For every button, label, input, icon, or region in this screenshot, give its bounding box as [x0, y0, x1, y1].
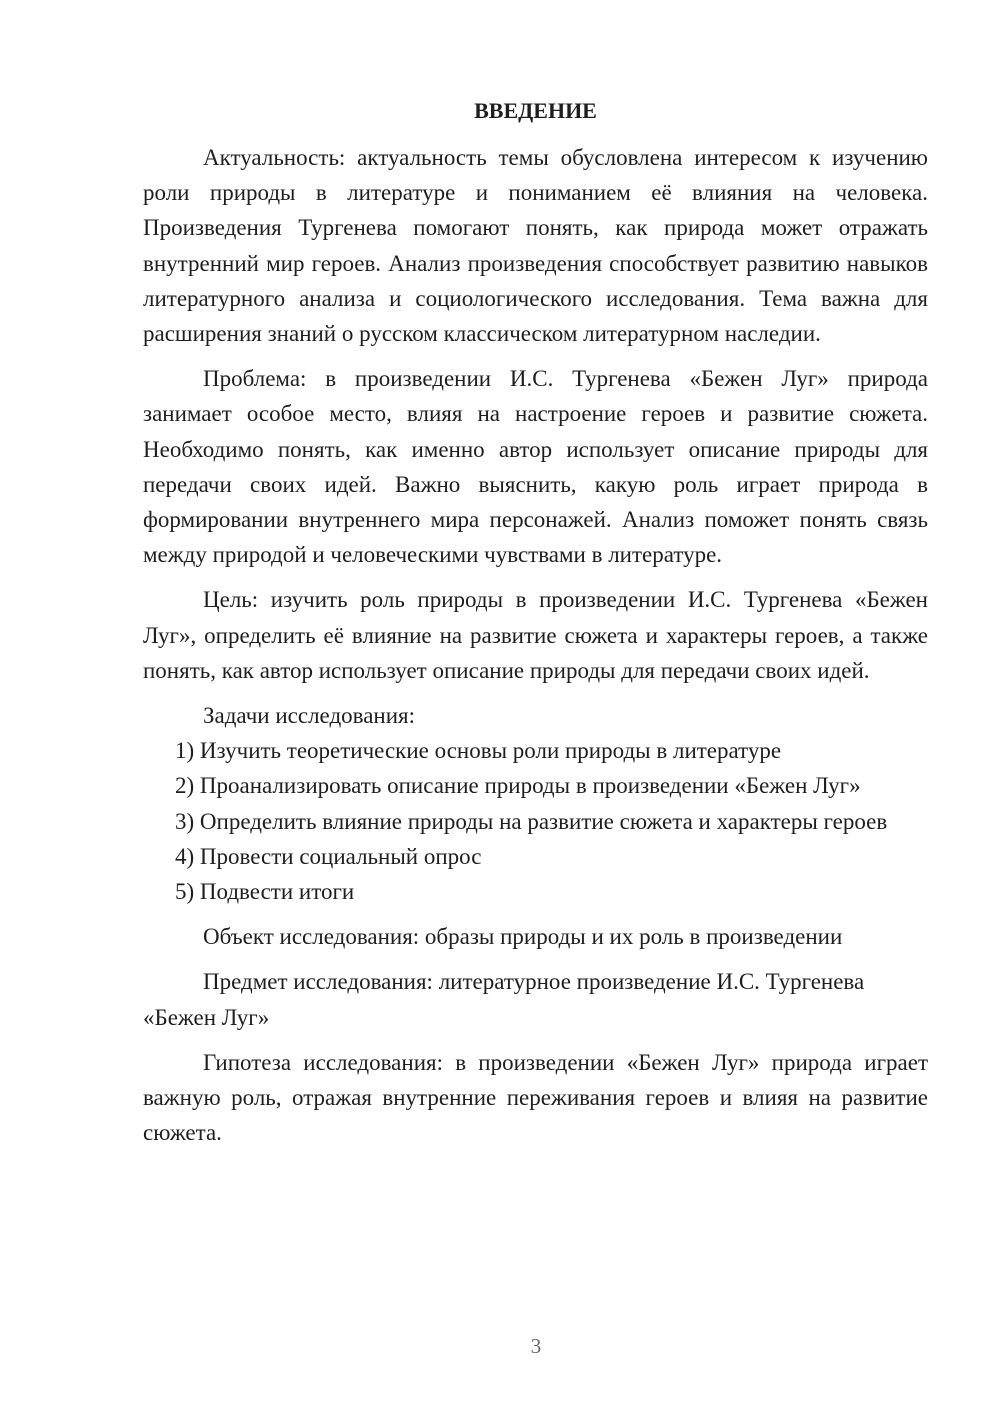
page-title: ВВЕДЕНИЕ [474, 98, 597, 123]
task-item-3: 3) Определить влияние природы на развитие сюжета и характеры героев [175, 808, 888, 834]
paragraph-object: Объект исследования: образы природы и их роль в произведении [203, 924, 843, 950]
tasks-heading: Задачи исследования: [203, 703, 416, 729]
paragraph-hypothesis: Гипотеза исследования: в произведении «Бежен Луг» природа играет важную роль, отражая внутренние переживания героев и влияя на развитие сюжета. [143, 1049, 928, 1146]
paragraph-problem: Проблема: в произведении И.С. Тургенева «Бежен Луг» природа занимает особое место, влияя на настроение героев и развитие сюжета. Необходимо понять, как именно автор использует описание природы для передачи своих идей. Важно выяснить, какую роль играет природа в формировании внутреннего мира персонажей. Анализ поможет понять связь между природой и человеческими чувствами в литературе. [143, 366, 928, 568]
task-item-5: 5) Подвести итоги [175, 879, 355, 905]
task-item-4: 4) Провести социальный опрос [175, 843, 482, 869]
paragraph-goal: Цель: изучить роль природы в произведении И.С. Тургенева «Бежен Луг», определить её влияние на развитие сюжета и характеры героев, а также понять, как автор использует описание природы для передачи своих идей. [143, 587, 928, 683]
document-body [143, 140, 928, 1150]
task-item-1: 1) Изучить теоретические основы роли природы в литературе [175, 738, 782, 764]
task-item-2: 2) Проанализировать описание природы в произведении «Бежен Луг» [175, 773, 861, 799]
page-number: 3 [530, 1334, 542, 1358]
paragraph-relevance: Актуальность: актуальность темы обусловлена интересом к изучению роли природы в литературе и пониманием её влияния на человека. Произведения Тургенева помогают понять, как природа может отражать внутренний мир героев. Анализ произведения способствует развитию навыков литературного анализа и социологического исследования. Тема важна для расширения знаний о русском классическом литературном наследии. [143, 145, 928, 347]
paragraph-subject: Предмет исследования: литературное произведение И.С. Тургенева «Бежен Луг» [143, 969, 865, 1030]
